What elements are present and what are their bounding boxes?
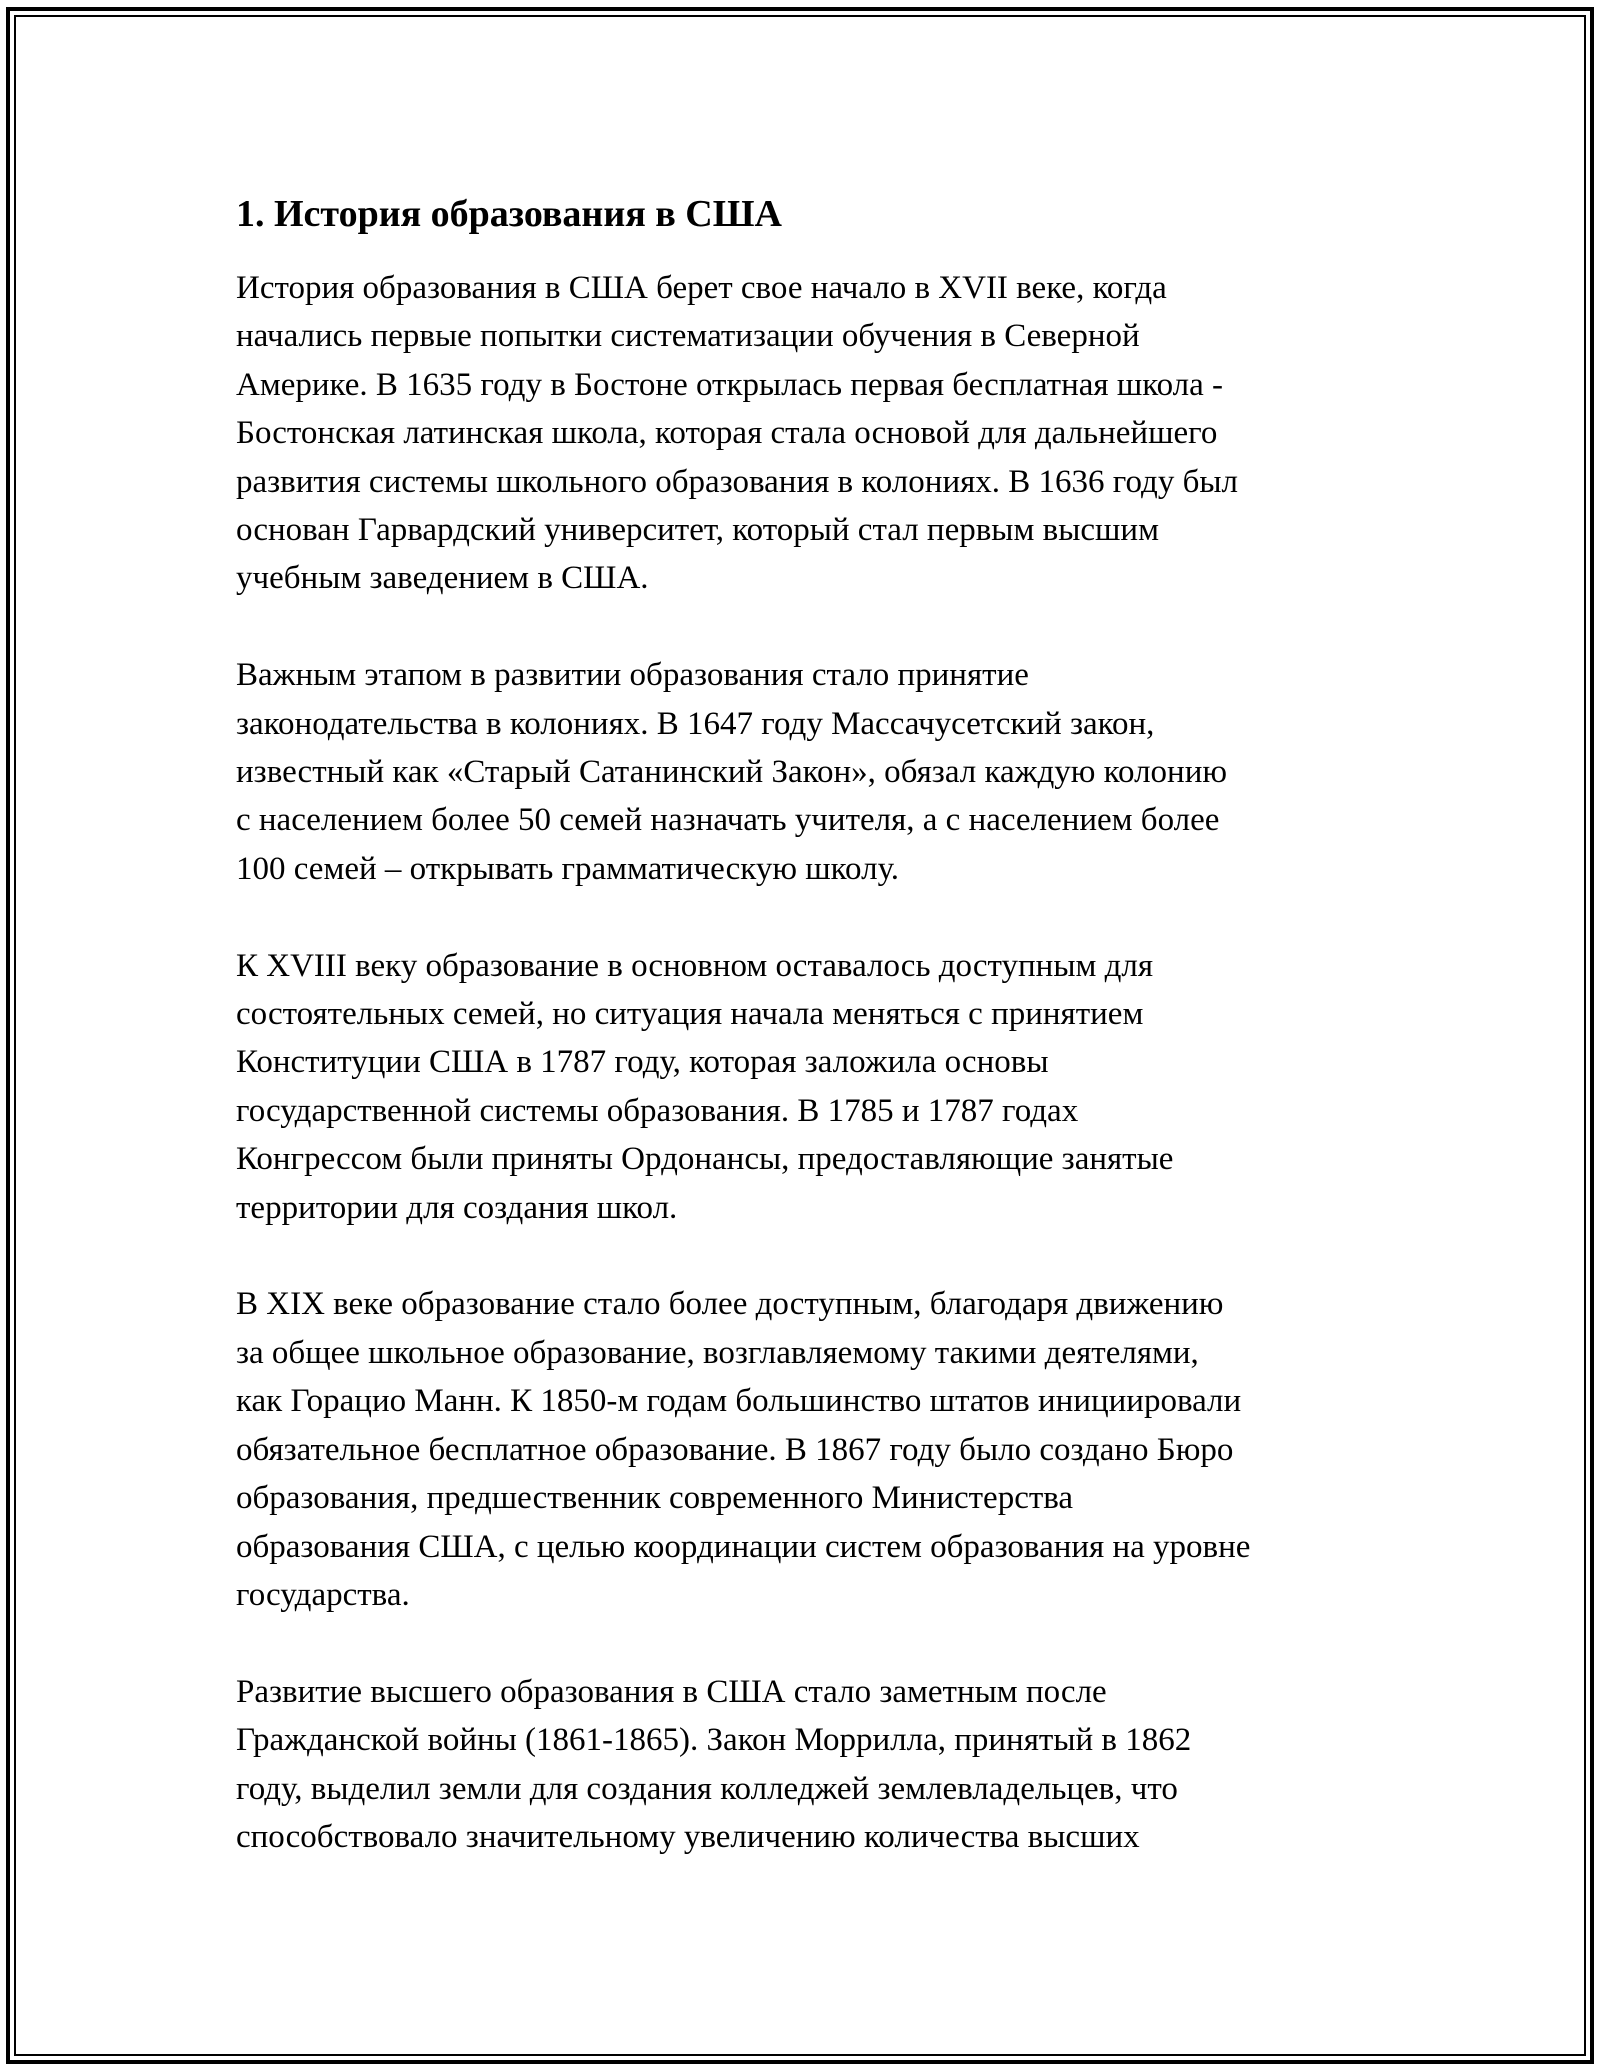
text-line: образования США, с целью координации систем образования на уровне xyxy=(236,1528,1251,1565)
text-line: развития системы школьного образования в колониях. В 1636 году был xyxy=(236,463,1239,500)
text-line: обязательное бесплатное образование. В 1867 году было создано Бюро xyxy=(236,1431,1234,1468)
text-line: 100 семей – открывать грамматическую школу. xyxy=(236,850,900,887)
text-line: году, выделил земли для создания колледжей землевладельцев, что xyxy=(236,1770,1178,1807)
paragraph-2 xyxy=(236,651,1376,893)
text-line: состоятельных семей, но ситуация начала меняться с принятием xyxy=(236,996,1144,1033)
section-heading: 1. История образования в США xyxy=(236,193,782,235)
text-line: Америке. В 1635 году в Бостоне открылась первая бесплатная школа - xyxy=(236,366,1224,403)
text-line: за общее школьное образование, возглавляемому такими деятелями, xyxy=(236,1334,1199,1371)
text-line: образования, предшественник современного Министерства xyxy=(236,1480,1074,1517)
text-line: способствовало значительному увеличению количества высших xyxy=(236,1818,1140,1855)
paragraph-5 xyxy=(236,1668,1376,1862)
paragraph-3 xyxy=(236,942,1376,1232)
text-line: Развитие высшего образования в США стало заметным после xyxy=(236,1673,1107,1710)
text-line: государства. xyxy=(236,1576,410,1613)
text-line: начались первые попытки систематизации обучения в Северной xyxy=(236,318,1140,355)
text-line: Гражданской войны (1861-1865). Закон Моррилла, принятый в 1862 xyxy=(236,1722,1192,1759)
text-line: В XIX веке образование стало более доступным, благодаря движению xyxy=(236,1286,1224,1323)
text-line: территории для создания школ. xyxy=(236,1189,678,1226)
text-line: учебным заведением в США. xyxy=(236,560,649,597)
document-content xyxy=(236,188,1376,1861)
text-line: Бостонская латинская школа, которая стала основой для дальнейшего xyxy=(236,415,1218,452)
text-line: История образования в США берет свое начало в XVII веке, когда xyxy=(236,270,1167,306)
text-line: Конгрессом были приняты Ордонансы, предоставляющие занятые xyxy=(236,1141,1174,1178)
text-line: К XVIII веку образование в основном оставалось доступным для xyxy=(236,947,1154,984)
paragraph-1 xyxy=(236,264,1376,603)
text-line: основан Гарвардский университет, который стал первым высшим xyxy=(236,512,1159,549)
text-line: Важным этапом в развитии образования стало принятие xyxy=(236,657,1029,694)
text-line: известный как «Старый Сатанинский Закон», обязал каждую колонию xyxy=(236,754,1228,791)
text-line: государственной системы образования. В 1785 и 1787 годах xyxy=(236,1092,1079,1129)
paragraph-4 xyxy=(236,1280,1376,1619)
text-line: как Горацио Манн. К 1850-м годам большинство штатов инициировали xyxy=(236,1383,1242,1420)
text-line: законодательства в колониях. В 1647 году Массачусетский закон, xyxy=(236,705,1155,742)
text-line: Конституции США в 1787 году, которая заложила основы xyxy=(236,1044,1049,1081)
text-line: с населением более 50 семей назначать учителя, а с населением более xyxy=(236,802,1220,839)
